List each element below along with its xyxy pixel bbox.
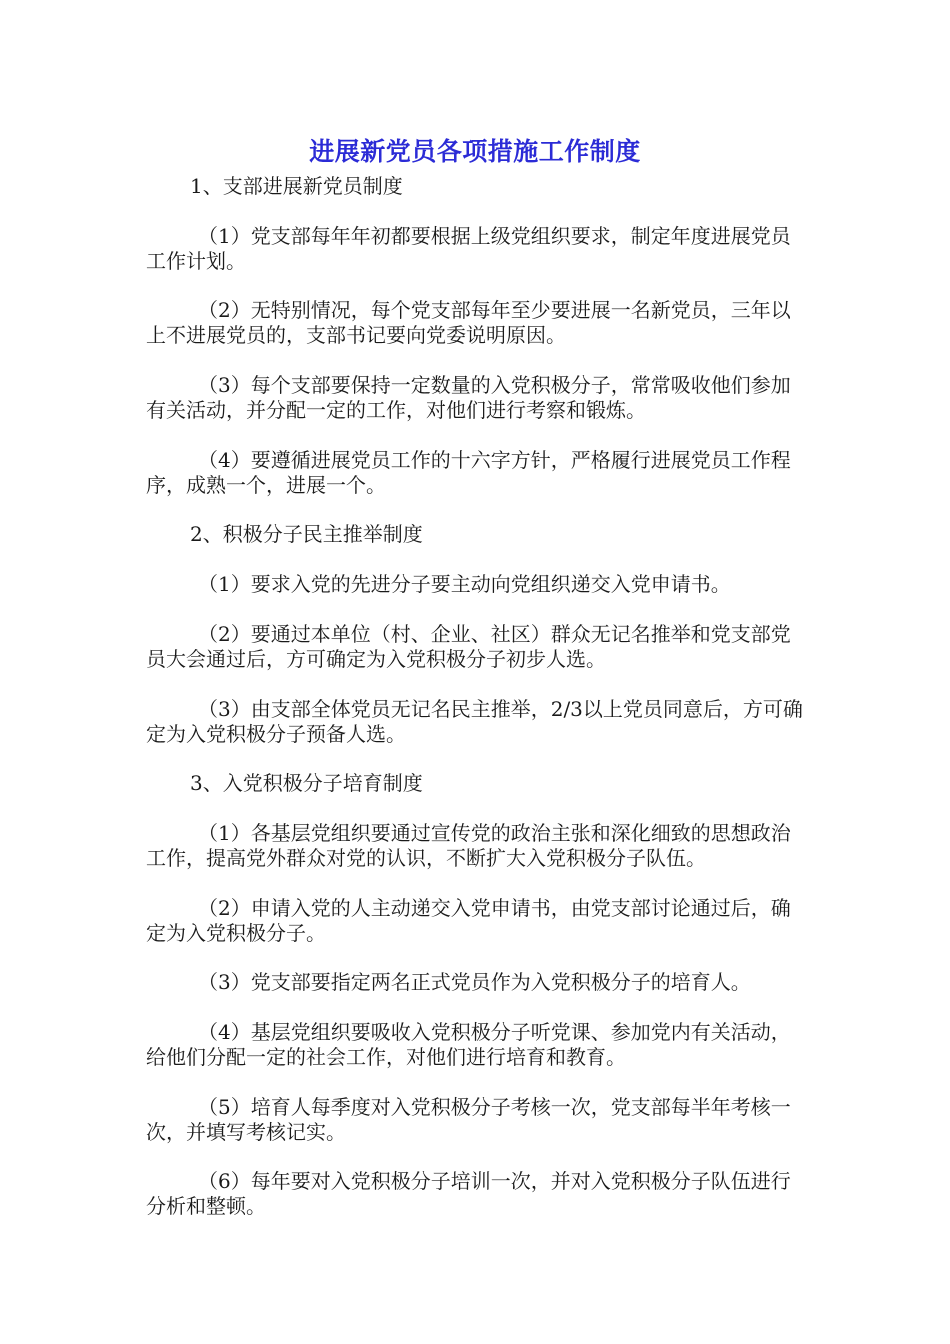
- paragraph: （2）要通过本单位（村、企业、社区）群众无记名推举和党支部党员大会通过后，方可确定为入党积极分子初步人选。: [146, 622, 791, 671]
- paragraph: （4）基层党组织要吸收入党积极分子听党课、参加党内有关活动，给他们分配一定的社会工作，对他们进行培育和教育。: [146, 1020, 791, 1069]
- section-heading-2: 2、积极分子民主推举制度: [190, 522, 423, 546]
- section-heading-3: 3、入党积极分子培育制度: [190, 771, 423, 795]
- section-heading-1: 1、支部进展新党员制度: [190, 174, 403, 198]
- paragraph: （6）每年要对入党积极分子培训一次，并对入党积极分子队伍进行分析和整顿。: [146, 1169, 791, 1218]
- paragraph: （1）各基层党组织要通过宣传党的政治主张和深化细致的思想政治工作，提高党外群众对党的认识，不断扩大入党积极分子队伍。: [146, 821, 791, 870]
- document-title: 进展新党员各项措施工作制度: [309, 137, 641, 166]
- paragraph: （5）培育人每季度对入党积极分子考核一次，党支部每半年考核一次，并填写考核记实。: [146, 1095, 791, 1144]
- paragraph: （4）要遵循进展党员工作的十六字方针，严格履行进展党员工作程序，成熟一个，进展一个。: [146, 448, 791, 497]
- paragraph: （3）由支部全体党员无记名民主推举，2/3以上党员同意后，方可确定为入党积极分子预备人选。: [146, 697, 803, 746]
- paragraph: （1）党支部每年年初都要根据上级党组织要求，制定年度进展党员工作计划。: [146, 224, 791, 273]
- paragraph: （1）要求入党的先进分子要主动向党组织递交入党申请书。: [198, 572, 731, 596]
- paragraph: （2）无特别情况，每个党支部每年至少要进展一名新党员，三年以上不进展党员的，支部书记要向党委说明原因。: [146, 298, 791, 347]
- paragraph: （3）党支部要指定两名正式党员作为入党积极分子的培育人。: [198, 970, 751, 994]
- paragraph: （3）每个支部要保持一定数量的入党积极分子，常常吸收他们参加有关活动，并分配一定的工作，对他们进行考察和锻炼。: [146, 373, 791, 422]
- paragraph: （2）申请入党的人主动递交入党申请书，由党支部讨论通过后，确定为入党积极分子。: [146, 896, 791, 945]
